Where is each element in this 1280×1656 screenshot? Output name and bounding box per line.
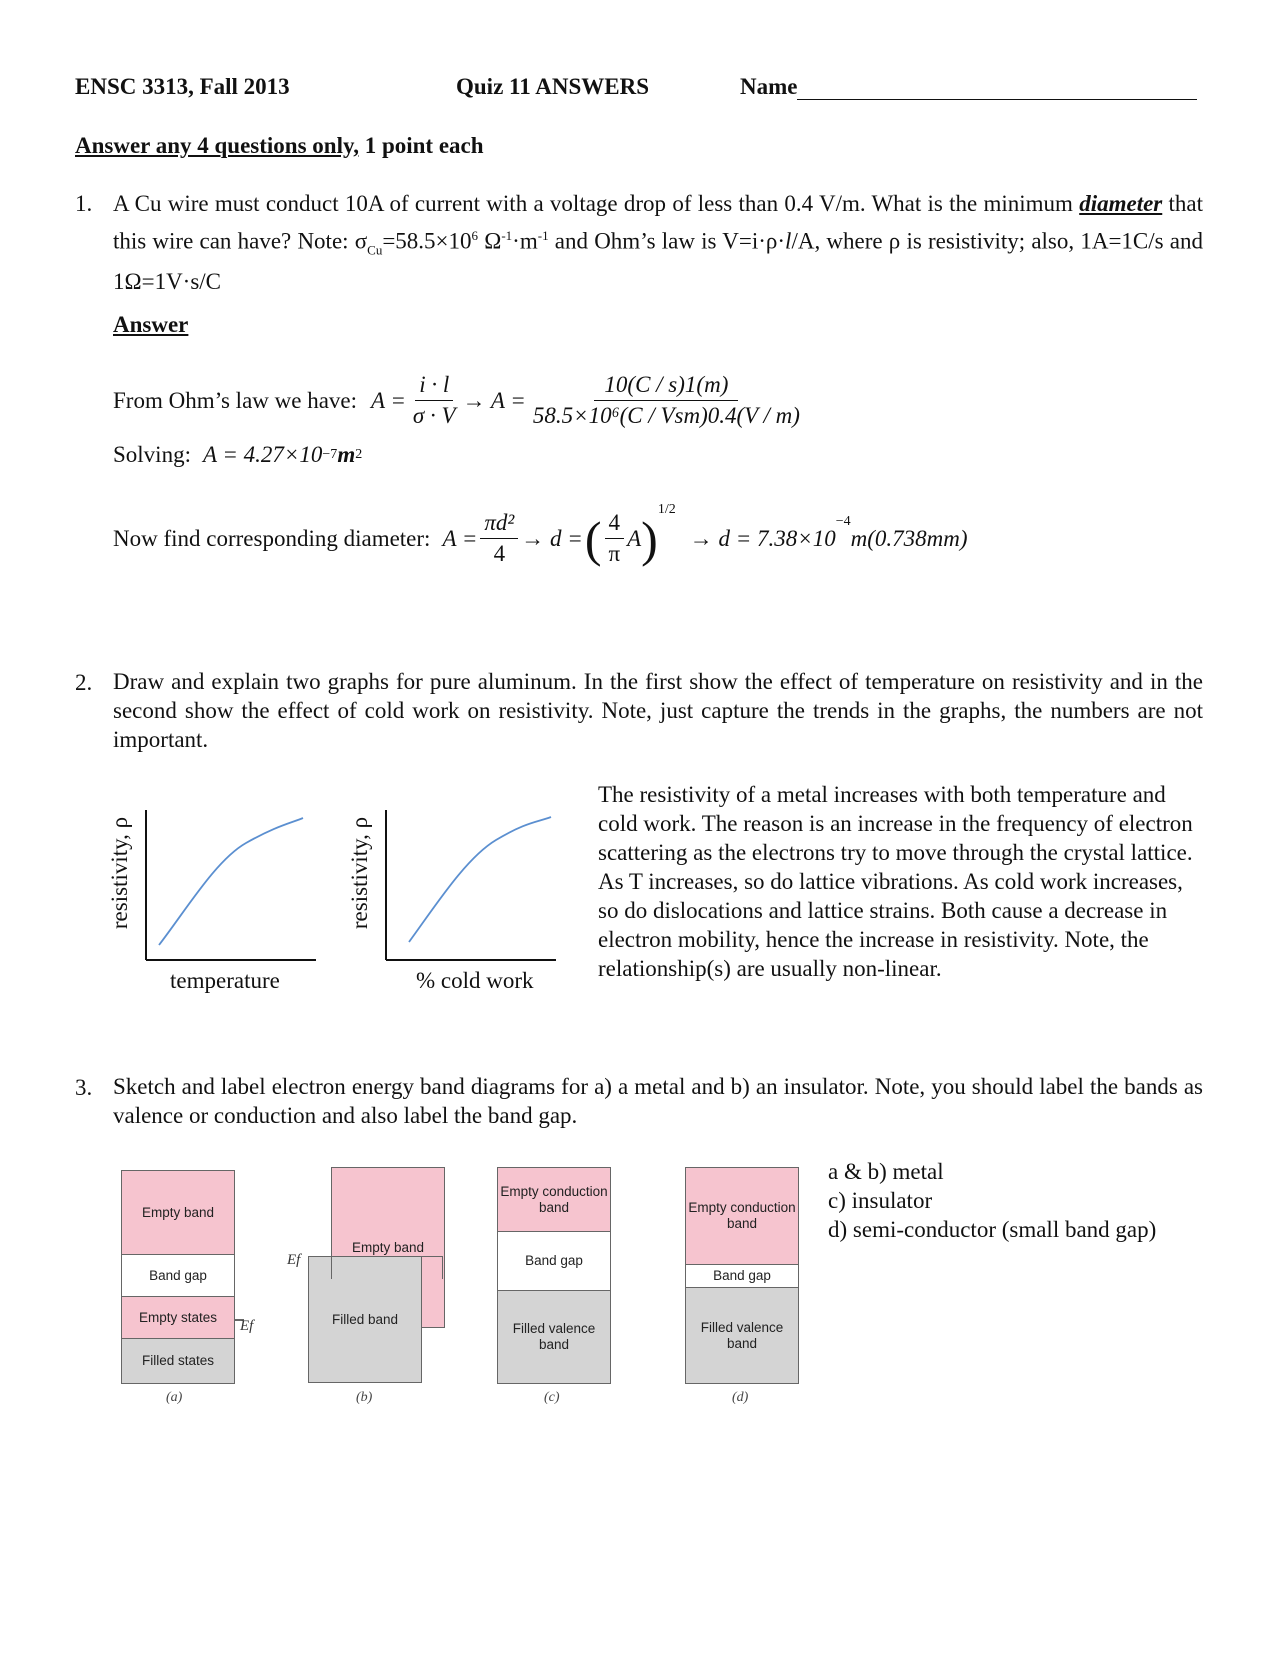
q1-eq2-power: 1/2	[657, 502, 676, 517]
q1-number: 1.	[75, 191, 93, 216]
q1-diam-intro: Now find corresponding diameter:	[113, 525, 431, 551]
q1-text-g: /A, where ρ is	[791, 228, 922, 254]
q1-exp-m1a: -1	[501, 228, 513, 243]
q1-eq1-num: i · l	[415, 370, 453, 401]
name-line	[797, 77, 1197, 100]
q1-l-italic: l	[785, 228, 792, 254]
q1-sigma-sub: Cu	[367, 242, 383, 258]
graph-cold-work-svg	[356, 800, 556, 985]
graph2-curve	[409, 817, 551, 942]
q2-number: 2.	[75, 670, 93, 695]
graph1-ylabel: resistivity, ρ	[107, 816, 132, 930]
q1-text-b: that this wire can have? Note: σ	[113, 191, 1204, 254]
diagram-a-caption: (a)	[166, 1390, 183, 1405]
diagram-c-filled-valence: Filled valence band	[498, 1291, 610, 1383]
course-title: ENSC 3313, Fall 2013	[75, 74, 290, 99]
instructions-rest: 1 point each	[358, 133, 484, 158]
q1-eq2-paren-open: (	[584, 510, 602, 567]
diagram-b-fermi-label: Ef	[287, 1252, 301, 1268]
q1-eq1-frac2	[529, 370, 804, 431]
q1-solving-unit-exp: 2	[355, 447, 363, 462]
q3-legend-item: a & b) metal	[828, 1159, 944, 1184]
q3-legend	[828, 1157, 1156, 1244]
q1-eq2-result-exp: −4	[835, 514, 851, 529]
q1-ohm-intro: From Ohm’s law we have:	[113, 387, 358, 413]
q1-answer-label: Answer	[113, 312, 189, 337]
graph2-xlabel: % cold work	[416, 968, 534, 993]
q1-ohm-equation	[113, 370, 807, 431]
q1-eq2-inner-den: π	[608, 541, 621, 566]
q1-eq2-den: 4	[493, 541, 506, 566]
diagram-d-filled-valence: Filled valence band	[686, 1288, 798, 1383]
q1-eq2-A: A	[627, 525, 642, 551]
band-diagram-a	[121, 1170, 235, 1384]
q1-solving-label: Solving:	[113, 442, 191, 467]
graph2-ylabel: resistivity, ρ	[347, 816, 372, 930]
q1-eq2-arrow: → d =	[521, 525, 583, 551]
q1-solving-exp: −7	[322, 447, 338, 462]
q1-text-e: ·m	[512, 228, 538, 254]
q1-text-h: resistivity; also, 1A=1C/s and 1Ω=1V·s/C	[113, 228, 1204, 295]
q1-exp-m1b: -1	[537, 228, 549, 243]
graph1-xlabel: temperature	[170, 968, 280, 993]
diagram-a-filled-states: Filled states	[122, 1339, 234, 1383]
q1-eq1-frac	[409, 370, 460, 431]
q1-exp6: 6	[471, 228, 479, 243]
diagram-c-caption: (c)	[544, 1390, 560, 1405]
instructions-underlined: Answer any 4 questions only,	[75, 133, 359, 158]
q1-eq1-lhs: A =	[371, 387, 406, 413]
diagram-b-caption: (b)	[356, 1390, 373, 1405]
q3-legend-item: d) semi-conductor (small band gap)	[828, 1217, 1157, 1242]
graph-cold-work	[356, 800, 556, 985]
diagram-a-empty-states: Empty states	[122, 1297, 234, 1339]
diagram-b-overlap-outline	[331, 1256, 443, 1279]
q1-eq2-frac	[480, 508, 518, 569]
band-diagram-d	[685, 1167, 799, 1384]
q1-eq2-result-unit: m(0.738mm)	[850, 525, 968, 551]
diagram-a-band-gap: Band gap	[122, 1254, 234, 1297]
diagram-d-caption: (d)	[732, 1390, 749, 1405]
diagram-b-empty-band: Empty band	[332, 1168, 444, 1327]
q1-eq2-inner-frac	[604, 508, 624, 569]
diagram-c-band-gap: Band gap	[498, 1231, 610, 1291]
q1-eq1-num2: 10(C / s)1(m)	[594, 370, 738, 401]
q1-diameter-word: diameter	[1079, 191, 1163, 216]
q1-diameter-equation	[113, 502, 968, 569]
diagram-a-fermi-label: Ef	[240, 1318, 254, 1334]
q3-number: 3.	[75, 1075, 93, 1100]
diagram-c-empty-conduction: Empty conduction band	[498, 1168, 610, 1231]
instructions	[75, 133, 484, 159]
q1-eq1-den: σ · V	[412, 403, 456, 428]
q3-text: Sketch and label electron energy band diagrams for a) a metal and b) an insulator. Note, you should label the bands as valence or conduction and also label the band gap.	[113, 1074, 1203, 1128]
q1-eq2-inner-num: 4	[605, 508, 625, 539]
q2-text: Draw and explain two graphs for pure aluminum. In the first show the effect of temperature on resistivity and in the second show the effect of cold work on resistivity. Note, just capture the trends in the graphs, the numbers are not important.	[113, 669, 1203, 752]
graph-temperature	[116, 800, 316, 985]
q1-eq1-arrow: → A =	[462, 387, 526, 413]
q1-solving-eq: A = 4.27×10	[202, 442, 323, 467]
q1-eq2-paren-close: )	[641, 510, 658, 567]
band-diagram-c	[497, 1167, 611, 1384]
q1-text-c: =58.5×10	[382, 228, 472, 254]
q1-eq2-result: → d = 7.38×10	[689, 525, 836, 551]
q1-text-a: A Cu wire must conduct 10A of current with a voltage drop of less than 0.4 V/m. What is the minimum	[113, 191, 1073, 216]
q1-text-f: and Ohm’s law is V=i·ρ·	[548, 228, 786, 254]
graph-temperature-svg	[116, 800, 316, 985]
q1-eq2-lhs: A =	[442, 525, 478, 551]
diagram-a-empty-band: Empty band	[122, 1171, 234, 1254]
diagram-d-empty-conduction: Empty conduction band	[686, 1168, 798, 1264]
q1-solving-unit: m	[337, 442, 356, 467]
quiz-title: Quiz 11 ANSWERS	[456, 74, 649, 99]
diagram-d-band-gap: Band gap	[686, 1264, 798, 1288]
q2-explanation: The resistivity of a metal increases with both temperature and cold work. The reason is an increase in the frequency of electron scattering as the electrons try to move through the crystal lattice. As T increases, so do lattice vibrations. As cold work increases, so do dislocations and lattice strains. Both cause a decrease in electron mobility, hence the increase in resistivity. Note, the relationship(s) are usually non-linear.	[598, 782, 1193, 981]
q1-eq2-num: πd²	[480, 508, 518, 539]
q1-text	[113, 188, 1203, 298]
name-field	[740, 74, 1197, 100]
name-label: Name	[740, 74, 798, 99]
graph1-curve	[159, 818, 303, 945]
q1-eq1-den2: 58.5×10⁶(C / Vsm)0.4(V / m)	[532, 403, 800, 428]
q1-text-d: Ω	[478, 228, 502, 254]
diagram-b-filled-band: Filled band	[309, 1257, 421, 1382]
q3-legend-item: c) insulator	[828, 1188, 933, 1213]
q1-solving	[113, 442, 362, 468]
